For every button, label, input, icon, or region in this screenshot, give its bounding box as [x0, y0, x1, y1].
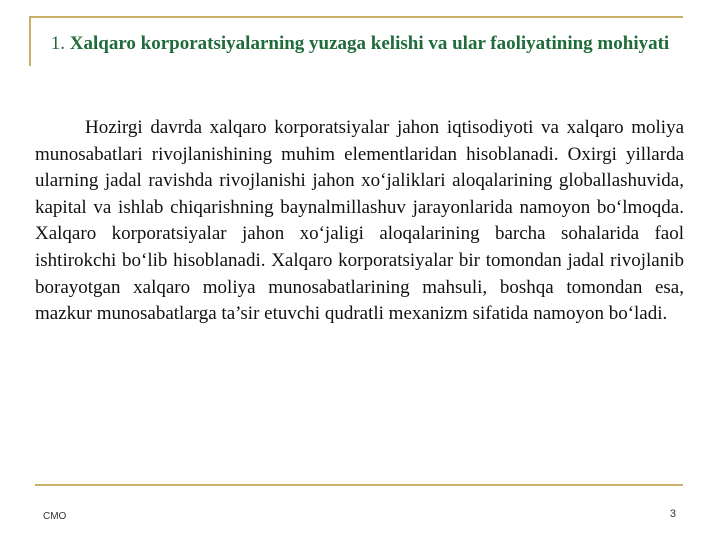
title-text: Xalqaro korporatsiyalarning yuzaga kelishi va ular faoliyatining mohiyati: [69, 33, 670, 54]
slide-title: [40, 30, 680, 57]
footer-label: CMO: [43, 511, 67, 522]
bottom-divider: [35, 484, 683, 486]
top-divider: [29, 16, 683, 18]
title-number: 1.: [50, 33, 66, 54]
page-number: 3: [669, 508, 676, 520]
left-divider: [29, 16, 31, 66]
body-paragraph: Hozirgi davrda xalqaro korporatsiyalar jahon iqtisodiyoti va xalqaro moliya munosabatlari rivojlanishining muhim elementlaridan hisoblanadi. Oxirgi yillarda ularning jadal ravishda rivojlanishi jahon xo‘jaliklari aloqalarining globallashuvida, kapital va ishlab chiqarishning baynalmillashuv jarayonlarida namoyon bo‘lmoqda. Xalqaro korporatsiyalar jahon xo‘jaligi aloqalarining barcha sohalarida faol ishtirokchi bo‘lib hisoblanadi. Xalqaro korporatsiyalar bir tomondan jadal rivojlanib borayotgan xalqaro moliya munosabatlarining mahsuli, boshqa tomondan esa, mazkur munosabatlarga ta’sir etuvchi qudratli mexanizm sifatida namoyon bo‘ladi.: [35, 117, 684, 325]
